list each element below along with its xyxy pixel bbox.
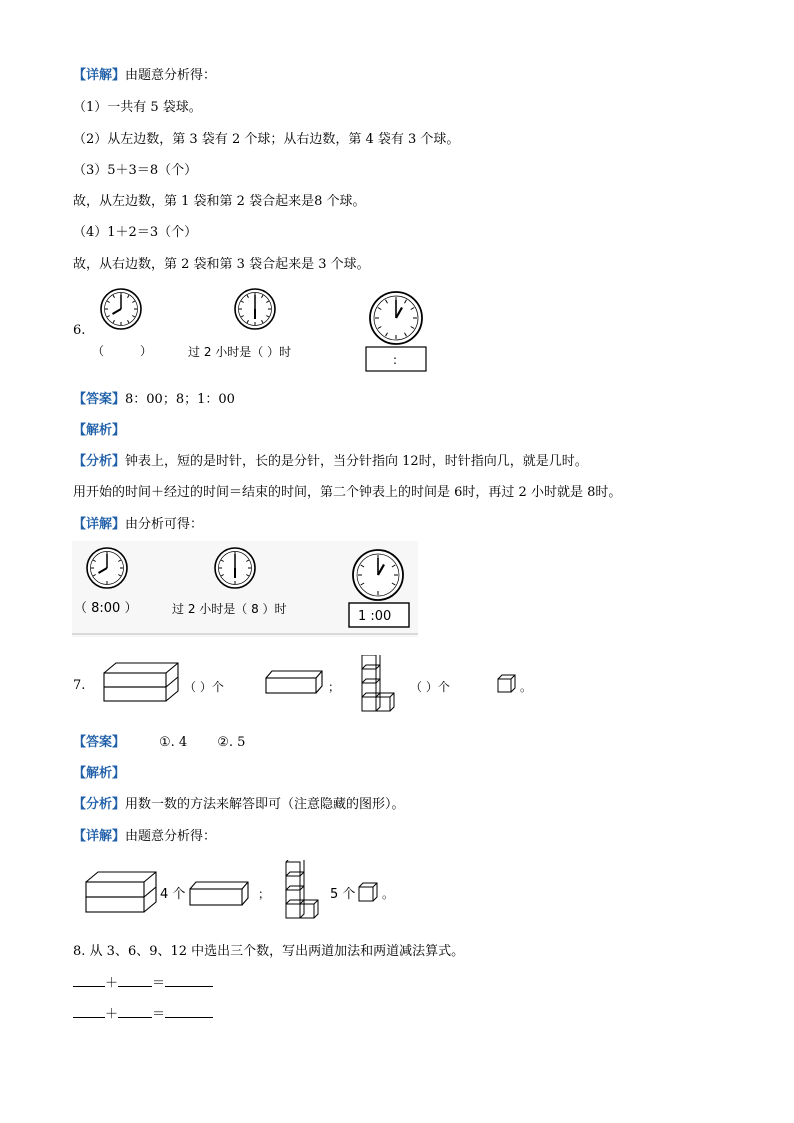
stacked-cuboids-icon — [86, 872, 156, 912]
blank-field[interactable] — [73, 1005, 105, 1018]
cube-icon — [498, 675, 515, 692]
plus-sign: ＋ — [105, 976, 119, 991]
detail5-line-1: （1）一共有 5 袋球。 — [73, 100, 202, 115]
jiexi-tag: 【解析】 — [73, 423, 126, 438]
q6-answer-line — [73, 391, 235, 409]
q6-filled-middle: 过 2 小时是（ 8 ）时 — [172, 602, 287, 616]
detail-tag: 【详解】 — [73, 68, 126, 83]
clock-icon — [101, 289, 141, 329]
blank-field[interactable] — [118, 1005, 152, 1018]
cuboid-icon — [190, 882, 248, 905]
detail-tag: 【详解】 — [73, 517, 126, 532]
clock-icon — [353, 550, 403, 600]
q7-detail: 由题意分析得： — [125, 829, 217, 844]
cuboid-icon — [266, 671, 322, 693]
q7-answer-1: ①. 4 — [159, 735, 188, 750]
q6-paren-right: ） — [140, 344, 153, 358]
q7-semicolon: ； — [328, 680, 341, 694]
answer-tag: 【答案】 — [73, 735, 126, 750]
q8-equation-2 — [73, 1005, 213, 1024]
stacked-cuboids-icon — [104, 663, 178, 701]
q7-period: 。 — [520, 680, 533, 694]
clock-icon — [370, 292, 422, 344]
q6-paren-left: （ — [92, 344, 105, 358]
cube-icon — [359, 883, 377, 901]
q6-filled-left: （ 8:00 ） — [74, 601, 138, 616]
blank-field[interactable] — [165, 1005, 213, 1018]
q6-middle-text: 过 2 小时是（ ）时 — [188, 345, 292, 359]
q6-number: 6. — [73, 323, 86, 338]
q7-fenxi-line — [73, 796, 405, 814]
q7-answer-2: ②. 5 — [217, 735, 246, 750]
q6-detail: 由分析可得： — [125, 517, 204, 532]
q7-count1: 4 个 — [160, 887, 186, 902]
q7-blank2: （ ）个 — [410, 680, 450, 694]
equals-sign: ＝ — [152, 1007, 166, 1022]
q8-text: 8. 从 3、6、9、12 中选出三个数，写出两道加法和两道减法算式。 — [73, 944, 465, 959]
clock-icon — [215, 548, 255, 588]
cube-stack-icon — [286, 860, 318, 918]
q6-fenxi2: 用开始的时间＋经过的时间＝结束的时间，第二个钟表上的时间是 6时，再过 2 小时就是 8时。 — [73, 485, 622, 500]
plus-sign: ＋ — [105, 1007, 119, 1022]
fenxi-tag: 【分析】 — [73, 797, 126, 812]
equals-sign: ＝ — [152, 976, 166, 991]
detail5-line-2: （2）从左边数，第 3 袋有 2 个球；从右边数，第 4 袋有 3 个球。 — [73, 132, 460, 147]
q6-filled-figure — [72, 541, 418, 637]
blank-field[interactable] — [165, 974, 213, 987]
q7-period2: 。 — [382, 887, 395, 901]
q8-equation-1 — [73, 974, 213, 993]
jiexi-tag: 【解析】 — [73, 766, 126, 781]
detail5-line-6: 故，从右边数，第 2 袋和第 3 袋合起来是 3 个球。 — [73, 257, 370, 272]
q7-count2: 5 个 — [330, 887, 356, 902]
q6-fenxi: 钟表上，短的是时针，长的是分针，当分针指向 12时，时针指向几，就是几时。 — [125, 454, 588, 469]
detail5-line-4: 故，从左边数，第 1 袋和第 2 袋合起来是8 个球。 — [73, 194, 366, 209]
fenxi-tag: 【分析】 — [73, 454, 126, 469]
q6-fenxi-line — [73, 453, 588, 471]
detail-tag: 【详解】 — [73, 829, 126, 844]
q6-box-colon: : — [393, 353, 398, 367]
detail5-line — [73, 67, 216, 85]
detail-intro: 由题意分析得： — [125, 68, 217, 83]
q7-fenxi: 用数一数的方法来解答即可（注意隐藏的图形）。 — [125, 797, 405, 812]
blank-field[interactable] — [118, 974, 152, 987]
q6-filled-box-text: 1 :00 — [358, 609, 392, 624]
blank-field[interactable] — [73, 974, 105, 987]
q6-answer: 8：00；8；1：00 — [125, 392, 235, 407]
clock-icon — [235, 289, 275, 329]
detail5-line-5: （4）1＋2＝3（个） — [73, 225, 198, 240]
q7-semicolon2: ； — [258, 887, 271, 901]
detail5-line-3: （3）5＋3＝8（个） — [73, 163, 198, 178]
q6-clock-figure — [78, 285, 438, 375]
q7-number: 7. — [73, 678, 86, 693]
q7-answer-figure — [82, 860, 412, 922]
q7-figure — [100, 655, 540, 717]
q7-jiexi — [73, 765, 125, 783]
q7-blank1: （ ）个 — [184, 680, 224, 694]
q6-detail-line — [73, 516, 203, 534]
clock-icon — [87, 548, 127, 588]
cube-stack-icon — [362, 655, 394, 711]
q7-detail-line — [73, 828, 216, 846]
q6-jiexi — [73, 422, 125, 440]
answer-tag: 【答案】 — [73, 392, 126, 407]
q7-answer-line — [73, 734, 245, 752]
